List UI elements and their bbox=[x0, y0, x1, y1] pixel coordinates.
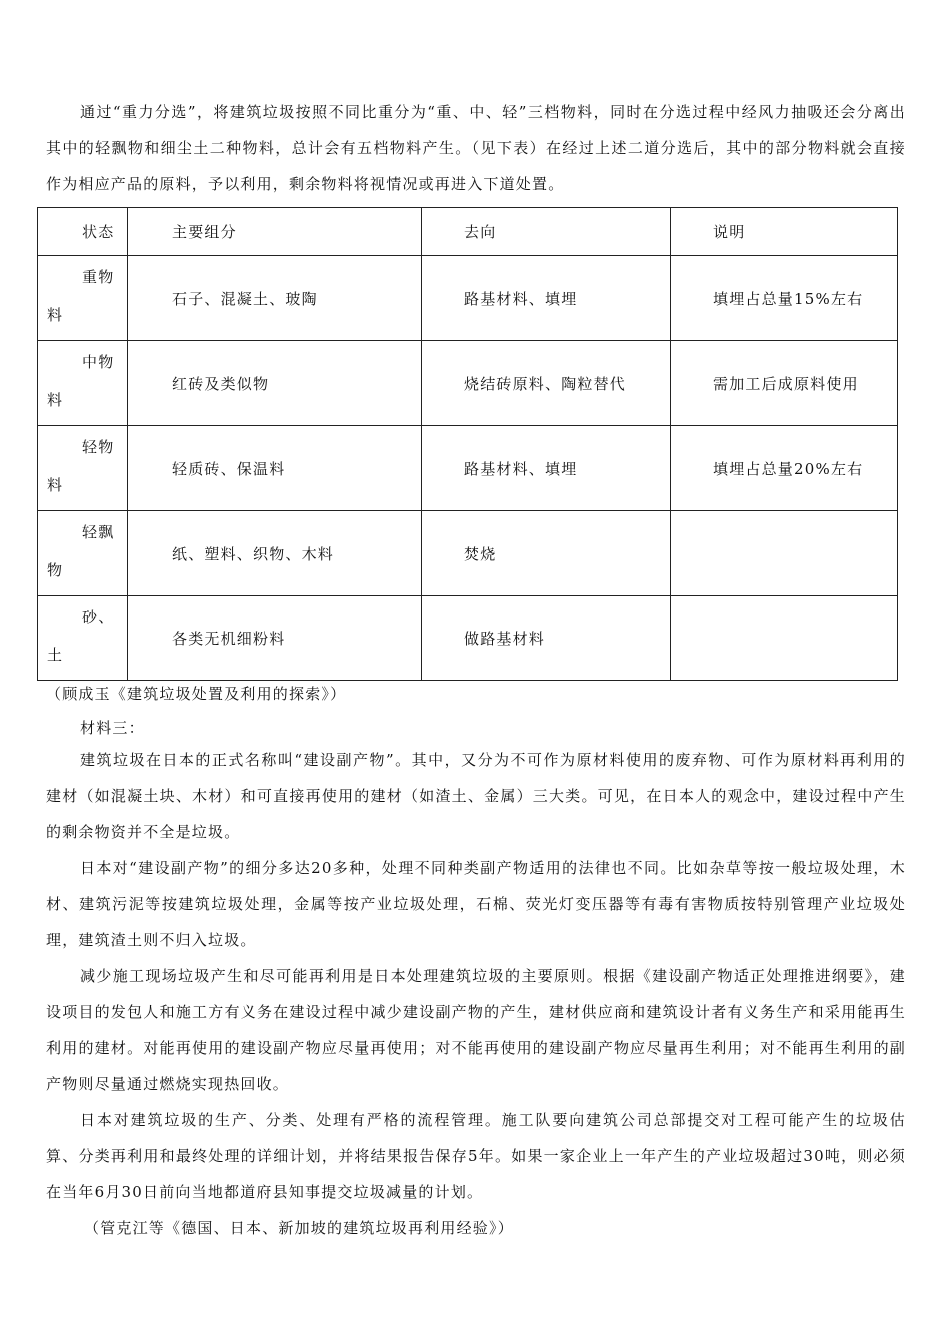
state-cell bbox=[38, 426, 128, 511]
state-line1: 砂、 bbox=[82, 608, 115, 626]
table-header-row bbox=[38, 208, 898, 256]
components-cell: 纸、塑料、织物、木料 bbox=[128, 511, 422, 596]
table-row bbox=[38, 256, 898, 341]
header-state: 状态 bbox=[38, 208, 128, 256]
paragraph-4: 日本对建筑垃圾的生产、分类、处理有严格的流程管理。施工队要向建筑公司总部提交对工程可能产生的垃圾估算、分类再利用和最终处理的详细计划，并将结果报告保存5年。如果一家企业上一年产生的产业垃圾超过30吨，则必须在当年6月30日前向当地都道府县知事提交垃圾减量的计划。 bbox=[46, 1111, 906, 1201]
note-cell: 需加工后成原料使用 bbox=[671, 341, 898, 426]
source-citation-2: （管克江等《德国、日本、新加坡的建筑垃圾再利用经验》） bbox=[84, 1219, 514, 1237]
components-cell: 各类无机细粉料 bbox=[128, 596, 422, 681]
header-note: 说明 bbox=[671, 208, 898, 256]
components-cell: 红砖及类似物 bbox=[128, 341, 422, 426]
destination-cell: 烧结砖原料、陶粒替代 bbox=[422, 341, 671, 426]
destination-cell: 焚烧 bbox=[422, 511, 671, 596]
note-cell: 填埋占总量15%左右 bbox=[671, 256, 898, 341]
table-row bbox=[38, 426, 898, 511]
components-cell: 轻质砖、保温料 bbox=[128, 426, 422, 511]
state-line2: 料 bbox=[47, 391, 64, 409]
header-components: 主要组分 bbox=[128, 208, 422, 256]
state-cell bbox=[38, 256, 128, 341]
materials-table bbox=[37, 207, 898, 681]
intro-paragraph: 通过“重力分选”，将建筑垃圾按照不同比重分为“重、中、轻”三档物料，同时在分选过程中经风力抽吸还会分离出其中的轻飘物和细尘土二种物料，总计会有五档物料产生。（见下表）在经过上述二道分选后，其中的部分物料就会直接作为相应产品的原料，予以利用，剩余物料将视情况或再进入下道处置。 bbox=[46, 103, 906, 193]
source-citation-1: （顾成玉《建筑垃圾处置及利用的探索》） bbox=[46, 685, 347, 703]
material-heading: 材料三： bbox=[80, 719, 145, 737]
note-cell bbox=[671, 596, 898, 681]
table-row bbox=[38, 341, 898, 426]
destination-cell: 做路基材料 bbox=[422, 596, 671, 681]
table-row bbox=[38, 596, 898, 681]
paragraph-2: 日本对“建设副产物”的细分多达20多种，处理不同种类副产物适用的法律也不同。比如杂草等按一般垃圾处理，木材、建筑污泥等按建筑垃圾处理，金属等按产业垃圾处理，石棉、荧光灯变压器等有毒有害物质按特别管理产业垃圾处理，建筑渣土则不归入垃圾。 bbox=[46, 859, 906, 949]
note-cell bbox=[671, 511, 898, 596]
header-destination: 去向 bbox=[422, 208, 671, 256]
paragraph-1: 建筑垃圾在日本的正式名称叫“建设副产物”。其中，又分为不可作为原材料使用的废弃物、可作为原材料再利用的建材（如混凝土块、木材）和可直接再使用的建材（如渣土、金属）三大类。可见，在日本人的观念中，建设过程中产生的剩余物资并不全是垃圾。 bbox=[46, 751, 906, 841]
destination-cell: 路基材料、填埋 bbox=[422, 256, 671, 341]
state-line2: 物 bbox=[47, 561, 64, 579]
state-line2: 料 bbox=[47, 306, 64, 324]
state-cell bbox=[38, 341, 128, 426]
state-line2: 土 bbox=[47, 646, 64, 664]
state-line1: 重物 bbox=[82, 268, 115, 286]
components-cell: 石子、混凝土、玻陶 bbox=[128, 256, 422, 341]
table-row bbox=[38, 511, 898, 596]
state-cell bbox=[38, 596, 128, 681]
state-line1: 轻飘 bbox=[82, 523, 115, 541]
state-line2: 料 bbox=[47, 476, 64, 494]
note-cell: 填埋占总量20%左右 bbox=[671, 426, 898, 511]
state-line1: 轻物 bbox=[82, 438, 115, 456]
state-line1: 中物 bbox=[82, 353, 115, 371]
destination-cell: 路基材料、填埋 bbox=[422, 426, 671, 511]
paragraph-3: 减少施工现场垃圾产生和尽可能再利用是日本处理建筑垃圾的主要原则。根据《建设副产物适正处理推进纲要》，建设项目的发包人和施工方有义务在建设过程中减少建设副产物的产生，建材供应商和建筑设计者有义务生产和采用能再生利用的建材。对能再使用的建设副产物应尽量再使用；对不能再使用的建设副产物应尽量再生利用；对不能再生利用的副产物则尽量通过燃烧实现热回收。 bbox=[46, 967, 906, 1093]
state-cell bbox=[38, 511, 128, 596]
